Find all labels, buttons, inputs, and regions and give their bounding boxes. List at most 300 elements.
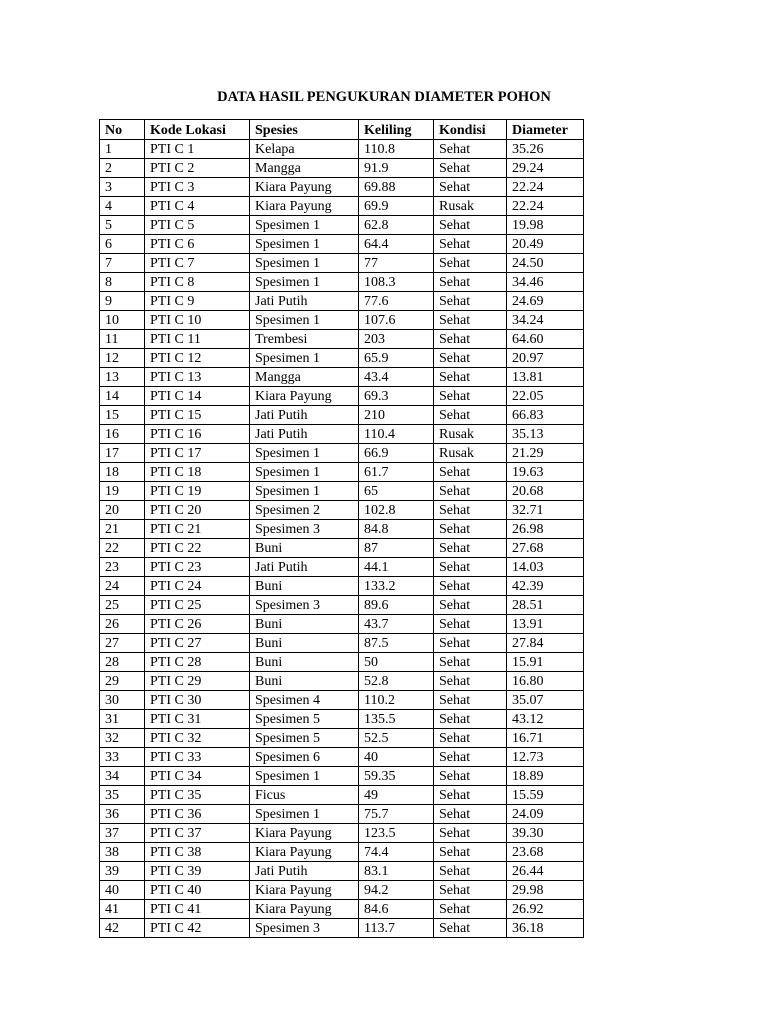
cell-kondisi: Sehat bbox=[434, 767, 507, 786]
cell-keliling: 62.8 bbox=[359, 216, 434, 235]
cell-kondisi: Sehat bbox=[434, 805, 507, 824]
cell-no: 10 bbox=[100, 311, 145, 330]
cell-kondisi: Rusak bbox=[434, 425, 507, 444]
cell-spesies: Jati Putih bbox=[250, 425, 359, 444]
cell-keliling: 69.88 bbox=[359, 178, 434, 197]
cell-no: 1 bbox=[100, 140, 145, 159]
table-row bbox=[100, 805, 584, 824]
cell-diameter: 18.89 bbox=[507, 767, 584, 786]
cell-kondisi: Sehat bbox=[434, 672, 507, 691]
cell-spesies: Kiara Payung bbox=[250, 900, 359, 919]
cell-kondisi: Sehat bbox=[434, 178, 507, 197]
cell-kode-lokasi: PTI C 40 bbox=[145, 881, 250, 900]
cell-keliling: 75.7 bbox=[359, 805, 434, 824]
cell-spesies: Kiara Payung bbox=[250, 387, 359, 406]
table-row bbox=[100, 235, 584, 254]
cell-keliling: 52.8 bbox=[359, 672, 434, 691]
cell-keliling: 210 bbox=[359, 406, 434, 425]
cell-kondisi: Sehat bbox=[434, 349, 507, 368]
cell-kondisi: Sehat bbox=[434, 368, 507, 387]
cell-kode-lokasi: PTI C 8 bbox=[145, 273, 250, 292]
cell-spesies: Buni bbox=[250, 634, 359, 653]
cell-spesies: Spesimen 3 bbox=[250, 520, 359, 539]
cell-kode-lokasi: PTI C 17 bbox=[145, 444, 250, 463]
cell-diameter: 20.97 bbox=[507, 349, 584, 368]
cell-kondisi: Sehat bbox=[434, 634, 507, 653]
cell-diameter: 13.81 bbox=[507, 368, 584, 387]
cell-diameter: 28.51 bbox=[507, 596, 584, 615]
cell-kode-lokasi: PTI C 23 bbox=[145, 558, 250, 577]
cell-kode-lokasi: PTI C 16 bbox=[145, 425, 250, 444]
table-row bbox=[100, 178, 584, 197]
cell-spesies: Kiara Payung bbox=[250, 197, 359, 216]
cell-spesies: Spesimen 1 bbox=[250, 311, 359, 330]
cell-no: 12 bbox=[100, 349, 145, 368]
cell-no: 36 bbox=[100, 805, 145, 824]
cell-kondisi: Sehat bbox=[434, 254, 507, 273]
cell-kode-lokasi: PTI C 11 bbox=[145, 330, 250, 349]
cell-no: 11 bbox=[100, 330, 145, 349]
cell-kondisi: Sehat bbox=[434, 710, 507, 729]
cell-no: 41 bbox=[100, 900, 145, 919]
cell-no: 17 bbox=[100, 444, 145, 463]
cell-diameter: 32.71 bbox=[507, 501, 584, 520]
cell-keliling: 69.9 bbox=[359, 197, 434, 216]
table-row bbox=[100, 824, 584, 843]
cell-kode-lokasi: PTI C 31 bbox=[145, 710, 250, 729]
page-title: DATA HASIL PENGUKURAN DIAMETER POHON bbox=[217, 89, 551, 105]
cell-kondisi: Rusak bbox=[434, 197, 507, 216]
cell-kondisi: Sehat bbox=[434, 558, 507, 577]
cell-kode-lokasi: PTI C 32 bbox=[145, 729, 250, 748]
cell-keliling: 40 bbox=[359, 748, 434, 767]
cell-diameter: 15.59 bbox=[507, 786, 584, 805]
cell-kode-lokasi: PTI C 34 bbox=[145, 767, 250, 786]
cell-keliling: 52.5 bbox=[359, 729, 434, 748]
table-row bbox=[100, 539, 584, 558]
cell-keliling: 65 bbox=[359, 482, 434, 501]
table-header-row bbox=[100, 120, 584, 140]
cell-keliling: 102.8 bbox=[359, 501, 434, 520]
cell-spesies: Spesimen 1 bbox=[250, 444, 359, 463]
cell-keliling: 59.35 bbox=[359, 767, 434, 786]
cell-spesies: Spesimen 1 bbox=[250, 273, 359, 292]
cell-no: 31 bbox=[100, 710, 145, 729]
cell-kondisi: Sehat bbox=[434, 824, 507, 843]
cell-spesies: Mangga bbox=[250, 368, 359, 387]
cell-no: 38 bbox=[100, 843, 145, 862]
cell-spesies: Spesimen 2 bbox=[250, 501, 359, 520]
cell-spesies: Spesimen 1 bbox=[250, 482, 359, 501]
cell-diameter: 20.49 bbox=[507, 235, 584, 254]
cell-kode-lokasi: PTI C 13 bbox=[145, 368, 250, 387]
table-row bbox=[100, 349, 584, 368]
cell-no: 37 bbox=[100, 824, 145, 843]
cell-no: 30 bbox=[100, 691, 145, 710]
cell-keliling: 50 bbox=[359, 653, 434, 672]
cell-no: 22 bbox=[100, 539, 145, 558]
cell-keliling: 61.7 bbox=[359, 463, 434, 482]
cell-diameter: 64.60 bbox=[507, 330, 584, 349]
cell-kondisi: Sehat bbox=[434, 748, 507, 767]
cell-keliling: 113.7 bbox=[359, 919, 434, 938]
cell-kode-lokasi: PTI C 28 bbox=[145, 653, 250, 672]
cell-keliling: 43.4 bbox=[359, 368, 434, 387]
cell-keliling: 77 bbox=[359, 254, 434, 273]
cell-kondisi: Sehat bbox=[434, 729, 507, 748]
cell-keliling: 44.1 bbox=[359, 558, 434, 577]
cell-kondisi: Sehat bbox=[434, 330, 507, 349]
cell-no: 20 bbox=[100, 501, 145, 520]
cell-keliling: 65.9 bbox=[359, 349, 434, 368]
cell-kondisi: Sehat bbox=[434, 881, 507, 900]
table-row bbox=[100, 615, 584, 634]
cell-kode-lokasi: PTI C 7 bbox=[145, 254, 250, 273]
cell-no: 18 bbox=[100, 463, 145, 482]
cell-keliling: 77.6 bbox=[359, 292, 434, 311]
table-row bbox=[100, 216, 584, 235]
cell-spesies: Spesimen 6 bbox=[250, 748, 359, 767]
cell-kondisi: Sehat bbox=[434, 919, 507, 938]
cell-keliling: 83.1 bbox=[359, 862, 434, 881]
cell-spesies: Kiara Payung bbox=[250, 824, 359, 843]
cell-diameter: 24.69 bbox=[507, 292, 584, 311]
cell-diameter: 27.68 bbox=[507, 539, 584, 558]
table-row bbox=[100, 254, 584, 273]
cell-diameter: 12.73 bbox=[507, 748, 584, 767]
cell-kode-lokasi: PTI C 21 bbox=[145, 520, 250, 539]
cell-kode-lokasi: PTI C 39 bbox=[145, 862, 250, 881]
cell-keliling: 91.9 bbox=[359, 159, 434, 178]
cell-diameter: 26.92 bbox=[507, 900, 584, 919]
table-row bbox=[100, 292, 584, 311]
table-row bbox=[100, 862, 584, 881]
cell-kode-lokasi: PTI C 33 bbox=[145, 748, 250, 767]
cell-diameter: 35.13 bbox=[507, 425, 584, 444]
cell-keliling: 123.5 bbox=[359, 824, 434, 843]
cell-kode-lokasi: PTI C 36 bbox=[145, 805, 250, 824]
cell-kode-lokasi: PTI C 41 bbox=[145, 900, 250, 919]
cell-spesies: Spesimen 1 bbox=[250, 254, 359, 273]
header-no: No bbox=[100, 120, 145, 140]
cell-kondisi: Rusak bbox=[434, 444, 507, 463]
cell-spesies: Spesimen 3 bbox=[250, 919, 359, 938]
cell-spesies: Buni bbox=[250, 615, 359, 634]
cell-diameter: 43.12 bbox=[507, 710, 584, 729]
cell-spesies: Kelapa bbox=[250, 140, 359, 159]
table-row bbox=[100, 710, 584, 729]
cell-spesies: Kiara Payung bbox=[250, 881, 359, 900]
table-row bbox=[100, 634, 584, 653]
cell-kode-lokasi: PTI C 42 bbox=[145, 919, 250, 938]
cell-kode-lokasi: PTI C 10 bbox=[145, 311, 250, 330]
cell-kondisi: Sehat bbox=[434, 691, 507, 710]
table-row bbox=[100, 387, 584, 406]
cell-diameter: 29.98 bbox=[507, 881, 584, 900]
cell-keliling: 203 bbox=[359, 330, 434, 349]
cell-spesies: Spesimen 1 bbox=[250, 805, 359, 824]
cell-keliling: 107.6 bbox=[359, 311, 434, 330]
cell-keliling: 69.3 bbox=[359, 387, 434, 406]
cell-no: 15 bbox=[100, 406, 145, 425]
cell-diameter: 13.91 bbox=[507, 615, 584, 634]
table-row bbox=[100, 748, 584, 767]
table-row bbox=[100, 900, 584, 919]
table-row bbox=[100, 501, 584, 520]
table-body bbox=[100, 140, 584, 938]
header-diameter: Diameter bbox=[507, 120, 584, 140]
cell-kode-lokasi: PTI C 1 bbox=[145, 140, 250, 159]
cell-keliling: 84.8 bbox=[359, 520, 434, 539]
cell-kode-lokasi: PTI C 5 bbox=[145, 216, 250, 235]
cell-no: 24 bbox=[100, 577, 145, 596]
cell-no: 27 bbox=[100, 634, 145, 653]
table-row bbox=[100, 596, 584, 615]
cell-spesies: Spesimen 1 bbox=[250, 216, 359, 235]
cell-keliling: 87 bbox=[359, 539, 434, 558]
cell-diameter: 24.50 bbox=[507, 254, 584, 273]
cell-kondisi: Sehat bbox=[434, 273, 507, 292]
cell-keliling: 87.5 bbox=[359, 634, 434, 653]
table-row bbox=[100, 197, 584, 216]
cell-spesies: Buni bbox=[250, 577, 359, 596]
table-row bbox=[100, 919, 584, 938]
cell-kondisi: Sehat bbox=[434, 843, 507, 862]
table-row bbox=[100, 691, 584, 710]
cell-spesies: Spesimen 1 bbox=[250, 767, 359, 786]
table-row bbox=[100, 843, 584, 862]
cell-kondisi: Sehat bbox=[434, 216, 507, 235]
cell-spesies: Spesimen 1 bbox=[250, 235, 359, 254]
cell-spesies: Jati Putih bbox=[250, 558, 359, 577]
cell-kondisi: Sehat bbox=[434, 501, 507, 520]
table-row bbox=[100, 425, 584, 444]
cell-kondisi: Sehat bbox=[434, 786, 507, 805]
cell-keliling: 84.6 bbox=[359, 900, 434, 919]
cell-no: 8 bbox=[100, 273, 145, 292]
cell-no: 33 bbox=[100, 748, 145, 767]
cell-no: 39 bbox=[100, 862, 145, 881]
cell-no: 4 bbox=[100, 197, 145, 216]
cell-spesies: Ficus bbox=[250, 786, 359, 805]
cell-diameter: 15.91 bbox=[507, 653, 584, 672]
cell-spesies: Buni bbox=[250, 539, 359, 558]
cell-spesies: Buni bbox=[250, 653, 359, 672]
table-row bbox=[100, 767, 584, 786]
cell-keliling: 110.4 bbox=[359, 425, 434, 444]
cell-kode-lokasi: PTI C 2 bbox=[145, 159, 250, 178]
cell-no: 14 bbox=[100, 387, 145, 406]
table-row bbox=[100, 406, 584, 425]
cell-kode-lokasi: PTI C 6 bbox=[145, 235, 250, 254]
table-row bbox=[100, 881, 584, 900]
cell-spesies: Spesimen 4 bbox=[250, 691, 359, 710]
cell-diameter: 26.98 bbox=[507, 520, 584, 539]
cell-kondisi: Sehat bbox=[434, 292, 507, 311]
cell-no: 40 bbox=[100, 881, 145, 900]
cell-no: 13 bbox=[100, 368, 145, 387]
cell-kode-lokasi: PTI C 38 bbox=[145, 843, 250, 862]
table-row bbox=[100, 444, 584, 463]
cell-diameter: 22.24 bbox=[507, 197, 584, 216]
header-spesies: Spesies bbox=[250, 120, 359, 140]
cell-kode-lokasi: PTI C 25 bbox=[145, 596, 250, 615]
cell-keliling: 66.9 bbox=[359, 444, 434, 463]
cell-diameter: 29.24 bbox=[507, 159, 584, 178]
header-keliling: Keliling bbox=[359, 120, 434, 140]
cell-kode-lokasi: PTI C 22 bbox=[145, 539, 250, 558]
cell-kondisi: Sehat bbox=[434, 311, 507, 330]
cell-keliling: 110.2 bbox=[359, 691, 434, 710]
cell-kondisi: Sehat bbox=[434, 406, 507, 425]
cell-keliling: 108.3 bbox=[359, 273, 434, 292]
header-kondisi: Kondisi bbox=[434, 120, 507, 140]
table-row bbox=[100, 558, 584, 577]
cell-kode-lokasi: PTI C 20 bbox=[145, 501, 250, 520]
cell-keliling: 89.6 bbox=[359, 596, 434, 615]
cell-no: 3 bbox=[100, 178, 145, 197]
cell-kondisi: Sehat bbox=[434, 653, 507, 672]
cell-no: 19 bbox=[100, 482, 145, 501]
table-row bbox=[100, 577, 584, 596]
cell-no: 42 bbox=[100, 919, 145, 938]
cell-kode-lokasi: PTI C 18 bbox=[145, 463, 250, 482]
cell-diameter: 66.83 bbox=[507, 406, 584, 425]
table-row bbox=[100, 140, 584, 159]
cell-kode-lokasi: PTI C 15 bbox=[145, 406, 250, 425]
cell-keliling: 43.7 bbox=[359, 615, 434, 634]
cell-diameter: 19.63 bbox=[507, 463, 584, 482]
table-row bbox=[100, 273, 584, 292]
cell-diameter: 42.39 bbox=[507, 577, 584, 596]
cell-kode-lokasi: PTI C 29 bbox=[145, 672, 250, 691]
cell-kondisi: Sehat bbox=[434, 463, 507, 482]
cell-no: 32 bbox=[100, 729, 145, 748]
cell-spesies: Trembesi bbox=[250, 330, 359, 349]
table-row bbox=[100, 368, 584, 387]
cell-no: 34 bbox=[100, 767, 145, 786]
cell-kondisi: Sehat bbox=[434, 862, 507, 881]
cell-keliling: 133.2 bbox=[359, 577, 434, 596]
table-row bbox=[100, 311, 584, 330]
cell-no: 35 bbox=[100, 786, 145, 805]
cell-kondisi: Sehat bbox=[434, 900, 507, 919]
cell-no: 2 bbox=[100, 159, 145, 178]
header-kode-lokasi: Kode Lokasi bbox=[145, 120, 250, 140]
cell-kondisi: Sehat bbox=[434, 482, 507, 501]
cell-diameter: 24.09 bbox=[507, 805, 584, 824]
cell-spesies: Jati Putih bbox=[250, 292, 359, 311]
cell-spesies: Spesimen 5 bbox=[250, 710, 359, 729]
cell-spesies: Kiara Payung bbox=[250, 843, 359, 862]
cell-kode-lokasi: PTI C 19 bbox=[145, 482, 250, 501]
cell-diameter: 35.07 bbox=[507, 691, 584, 710]
cell-kondisi: Sehat bbox=[434, 539, 507, 558]
cell-diameter: 16.80 bbox=[507, 672, 584, 691]
cell-spesies: Spesimen 5 bbox=[250, 729, 359, 748]
cell-kode-lokasi: PTI C 26 bbox=[145, 615, 250, 634]
cell-spesies: Mangga bbox=[250, 159, 359, 178]
cell-kode-lokasi: PTI C 27 bbox=[145, 634, 250, 653]
cell-keliling: 49 bbox=[359, 786, 434, 805]
cell-kode-lokasi: PTI C 3 bbox=[145, 178, 250, 197]
table-row bbox=[100, 330, 584, 349]
cell-diameter: 39.30 bbox=[507, 824, 584, 843]
cell-spesies: Jati Putih bbox=[250, 406, 359, 425]
cell-diameter: 23.68 bbox=[507, 843, 584, 862]
cell-no: 28 bbox=[100, 653, 145, 672]
cell-no: 16 bbox=[100, 425, 145, 444]
cell-kondisi: Sehat bbox=[434, 596, 507, 615]
cell-kode-lokasi: PTI C 9 bbox=[145, 292, 250, 311]
data-table bbox=[99, 119, 584, 938]
cell-diameter: 34.46 bbox=[507, 273, 584, 292]
cell-no: 25 bbox=[100, 596, 145, 615]
table-row bbox=[100, 482, 584, 501]
table-row bbox=[100, 786, 584, 805]
cell-kondisi: Sehat bbox=[434, 387, 507, 406]
cell-no: 9 bbox=[100, 292, 145, 311]
cell-diameter: 27.84 bbox=[507, 634, 584, 653]
cell-kode-lokasi: PTI C 12 bbox=[145, 349, 250, 368]
cell-kode-lokasi: PTI C 14 bbox=[145, 387, 250, 406]
cell-diameter: 36.18 bbox=[507, 919, 584, 938]
cell-kode-lokasi: PTI C 24 bbox=[145, 577, 250, 596]
cell-kondisi: Sehat bbox=[434, 140, 507, 159]
cell-diameter: 19.98 bbox=[507, 216, 584, 235]
cell-no: 26 bbox=[100, 615, 145, 634]
cell-spesies: Spesimen 1 bbox=[250, 463, 359, 482]
cell-diameter: 35.26 bbox=[507, 140, 584, 159]
cell-diameter: 20.68 bbox=[507, 482, 584, 501]
table-row bbox=[100, 159, 584, 178]
cell-keliling: 110.8 bbox=[359, 140, 434, 159]
cell-kode-lokasi: PTI C 4 bbox=[145, 197, 250, 216]
cell-kondisi: Sehat bbox=[434, 577, 507, 596]
cell-diameter: 14.03 bbox=[507, 558, 584, 577]
cell-diameter: 26.44 bbox=[507, 862, 584, 881]
cell-spesies: Kiara Payung bbox=[250, 178, 359, 197]
cell-kode-lokasi: PTI C 30 bbox=[145, 691, 250, 710]
cell-spesies: Jati Putih bbox=[250, 862, 359, 881]
cell-spesies: Spesimen 3 bbox=[250, 596, 359, 615]
table-row bbox=[100, 653, 584, 672]
table-row bbox=[100, 463, 584, 482]
table-row bbox=[100, 520, 584, 539]
cell-keliling: 64.4 bbox=[359, 235, 434, 254]
cell-diameter: 34.24 bbox=[507, 311, 584, 330]
cell-no: 5 bbox=[100, 216, 145, 235]
cell-spesies: Spesimen 1 bbox=[250, 349, 359, 368]
cell-no: 6 bbox=[100, 235, 145, 254]
cell-keliling: 74.4 bbox=[359, 843, 434, 862]
cell-kode-lokasi: PTI C 37 bbox=[145, 824, 250, 843]
cell-no: 29 bbox=[100, 672, 145, 691]
cell-kode-lokasi: PTI C 35 bbox=[145, 786, 250, 805]
table-row bbox=[100, 672, 584, 691]
cell-kondisi: Sehat bbox=[434, 159, 507, 178]
cell-no: 21 bbox=[100, 520, 145, 539]
table-row bbox=[100, 729, 584, 748]
cell-diameter: 22.24 bbox=[507, 178, 584, 197]
cell-no: 7 bbox=[100, 254, 145, 273]
cell-keliling: 94.2 bbox=[359, 881, 434, 900]
cell-diameter: 16.71 bbox=[507, 729, 584, 748]
cell-no: 23 bbox=[100, 558, 145, 577]
cell-kondisi: Sehat bbox=[434, 520, 507, 539]
cell-kondisi: Sehat bbox=[434, 235, 507, 254]
cell-diameter: 22.05 bbox=[507, 387, 584, 406]
